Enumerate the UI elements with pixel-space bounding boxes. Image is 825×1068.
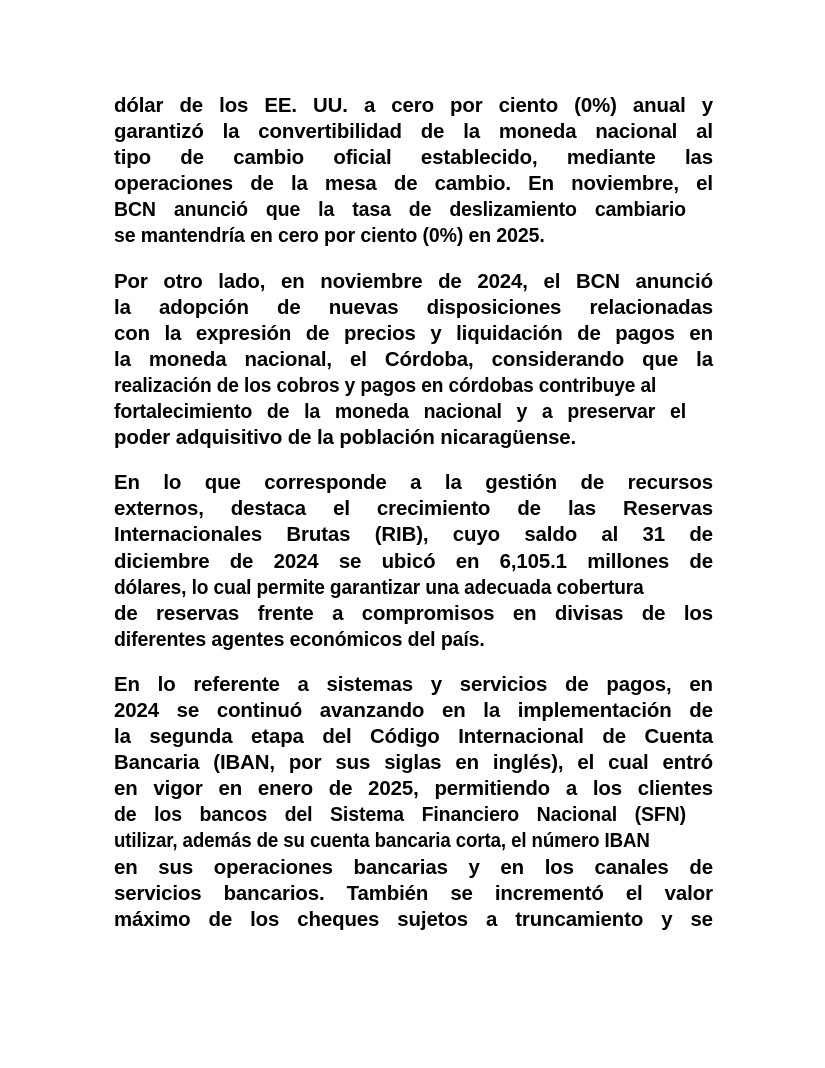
text-line <box>114 197 686 223</box>
text-word: y <box>701 95 713 117</box>
text-word: oficial <box>333 147 392 170</box>
text-word: recursos <box>627 472 713 495</box>
text-word: anual <box>632 95 686 117</box>
text-word: con <box>114 322 150 345</box>
text-word: de <box>208 908 233 931</box>
text-word: clientes <box>637 778 713 801</box>
body-paragraph <box>114 470 713 653</box>
text-word: de <box>689 699 713 722</box>
text-word: BCN <box>114 199 156 222</box>
text-word: mesa <box>324 173 377 196</box>
text-word: Reservas <box>623 498 713 521</box>
text-line <box>114 776 713 802</box>
text-word: de <box>438 270 462 293</box>
text-word: liquidación <box>456 322 563 345</box>
text-word: sistemas <box>326 673 413 696</box>
text-word: operaciones <box>114 173 234 196</box>
text-line <box>114 522 713 548</box>
text-word: por <box>450 95 483 117</box>
text-word: cheques <box>297 908 380 931</box>
text-word: los <box>250 908 280 931</box>
text-word: compromisos <box>361 602 495 625</box>
text-word: (RIB), <box>374 524 429 547</box>
text-word: el <box>543 270 561 293</box>
text-word: otro <box>163 270 203 293</box>
text-word: tasa <box>352 199 391 222</box>
text-line <box>114 698 713 724</box>
body-paragraph <box>114 269 713 452</box>
text-word: canales <box>594 856 669 879</box>
text-word: destaca <box>230 498 307 521</box>
text-word: de <box>565 673 589 696</box>
text-word: a <box>363 95 376 117</box>
text-word: avanzando <box>319 699 425 722</box>
text-word: tipo <box>114 147 151 170</box>
text-word: operaciones <box>213 856 333 879</box>
text-word: inglés), <box>492 752 564 775</box>
text-word: 2025, <box>368 778 419 801</box>
text-line <box>114 724 713 750</box>
text-word: Financiero <box>421 804 520 827</box>
text-word: etapa <box>251 726 304 749</box>
text-word: frente <box>257 602 314 625</box>
text-word: entró <box>662 752 713 775</box>
text-line <box>114 549 713 575</box>
text-word: del <box>284 804 313 827</box>
text-word: Brutas <box>286 524 351 547</box>
text-word: máximo <box>114 908 191 931</box>
text-word: bancos <box>199 804 268 827</box>
text-word: y <box>430 673 442 696</box>
text-line <box>114 119 713 145</box>
text-word: (SFN) <box>634 804 687 827</box>
text-line: se mantendría en cero por ciento (0%) en 2025. <box>114 225 545 248</box>
text-word: la <box>114 348 131 371</box>
text-word: la <box>164 322 182 345</box>
text-word: Córdoba, <box>384 348 474 371</box>
text-word: dólar <box>114 95 164 117</box>
text-word: la <box>290 173 308 196</box>
text-word: (IBAN, <box>213 752 275 775</box>
text-word: segunda <box>149 726 233 749</box>
text-word: anunció <box>173 199 248 222</box>
text-word: deslizamiento <box>449 199 577 222</box>
text-line <box>114 295 713 321</box>
text-line <box>114 321 713 347</box>
text-word: en <box>114 778 138 801</box>
text-word: En <box>528 173 554 196</box>
text-word: de <box>328 778 353 801</box>
text-word: En <box>114 673 140 696</box>
text-word: de <box>689 550 713 573</box>
text-word: disposiciones <box>426 296 562 319</box>
text-word: moneda <box>148 348 227 371</box>
text-word: precios <box>343 322 416 345</box>
text-word: de <box>689 856 713 879</box>
text-word: Bancaria <box>114 752 200 775</box>
text-line <box>114 750 713 776</box>
text-word: truncamiento <box>515 908 644 931</box>
text-line: utilizar, además de su cuenta bancaria corta, el número IBAN <box>114 830 650 853</box>
text-word: expresión <box>195 322 292 345</box>
text-line: realización de los cobros y pagos en córdobas contribuye al <box>114 374 657 397</box>
text-word: lo <box>163 472 182 495</box>
text-word: de <box>266 401 290 424</box>
text-word: pagos, <box>606 673 672 696</box>
text-word: en <box>280 270 305 293</box>
text-line <box>114 907 713 933</box>
text-word: diciembre <box>114 550 210 573</box>
text-word: cambio <box>233 147 305 170</box>
text-word: corresponde <box>264 472 387 495</box>
text-word: la <box>444 472 462 495</box>
body-text-column <box>114 93 713 933</box>
text-word: de <box>114 602 138 625</box>
text-word: lado, <box>218 270 266 293</box>
text-word: en <box>512 602 537 625</box>
body-paragraph <box>114 93 713 250</box>
text-word: en <box>455 550 480 573</box>
text-word: de <box>305 322 330 345</box>
text-line <box>114 470 713 496</box>
text-word: externos, <box>114 498 204 521</box>
text-word: el <box>669 401 687 424</box>
text-word: También <box>346 882 429 905</box>
text-word: noviembre <box>320 270 423 293</box>
text-word: las <box>567 498 596 521</box>
text-word: divisas <box>554 602 624 625</box>
text-word: la <box>483 699 501 722</box>
text-word: de <box>393 173 418 196</box>
text-word: saldo <box>524 524 578 547</box>
text-line <box>114 855 713 881</box>
text-word: se <box>690 908 713 931</box>
text-word: de <box>580 472 605 495</box>
text-word: los <box>219 95 249 117</box>
text-word: servicios <box>114 882 202 905</box>
text-word: nacional <box>595 121 678 144</box>
text-word: valor <box>664 882 713 905</box>
text-word: (0%) <box>574 95 617 117</box>
text-word: de <box>517 498 541 521</box>
text-word: noviembre, <box>571 173 679 196</box>
text-line <box>114 496 713 522</box>
text-word: bancarias <box>353 856 448 879</box>
text-word: adopción <box>158 296 249 319</box>
text-line: diferentes agentes económicos del país. <box>114 628 485 651</box>
text-word: en <box>689 322 713 345</box>
text-word: de <box>602 726 626 749</box>
text-word: los <box>544 856 574 879</box>
text-word: considerando <box>491 348 625 371</box>
text-word: a <box>541 401 553 424</box>
text-word: En <box>114 472 140 495</box>
text-word: gestión <box>485 472 558 495</box>
text-word: en <box>500 856 525 879</box>
text-word: fortalecimiento <box>114 401 253 424</box>
text-word: cual <box>608 752 649 775</box>
text-word: cambiario <box>594 199 686 222</box>
text-word: del <box>322 726 352 749</box>
text-word: y <box>661 908 673 931</box>
text-word: 2024 <box>273 550 319 573</box>
text-word: garantizó <box>114 121 204 144</box>
text-word: el <box>577 752 595 775</box>
text-word: y <box>468 856 480 879</box>
text-word: de <box>250 173 274 196</box>
text-word: de <box>229 550 254 573</box>
text-line <box>114 347 713 373</box>
text-word: moneda <box>498 121 577 144</box>
text-word: en <box>441 699 466 722</box>
text-word: de <box>276 296 301 319</box>
text-word: bancarios. <box>223 882 325 905</box>
text-line <box>114 171 713 197</box>
text-word: la <box>304 401 321 424</box>
text-word: nuevas <box>328 296 399 319</box>
text-word: a <box>410 472 422 495</box>
text-word: EE. <box>264 95 297 117</box>
text-word: en <box>455 752 479 775</box>
text-word: de <box>689 524 713 547</box>
text-word: el <box>696 173 713 196</box>
text-word: enero <box>257 778 313 801</box>
text-word: la <box>114 296 131 319</box>
text-word: los <box>683 602 713 625</box>
text-word: la <box>463 121 480 144</box>
text-word: el <box>333 498 350 521</box>
text-word: cuyo <box>452 524 500 547</box>
text-word: vigor <box>153 778 203 801</box>
text-word: sus <box>158 856 194 879</box>
text-word: 2024 <box>114 699 159 722</box>
text-word: referente <box>193 673 280 696</box>
text-word: el <box>350 348 367 371</box>
text-word: sujetos <box>397 908 468 931</box>
text-word: implementación <box>517 699 672 722</box>
text-word: servicios <box>459 673 548 696</box>
text-word: relacionadas <box>589 296 713 319</box>
text-line: dólares, lo cual permite garantizar una adecuada cobertura <box>114 576 644 599</box>
text-word: ubicó <box>381 550 436 573</box>
text-word: en <box>218 778 243 801</box>
text-word: de <box>420 121 445 144</box>
text-word: millones <box>587 550 670 573</box>
text-word: al <box>601 524 619 547</box>
text-word: 2024, <box>477 270 528 293</box>
text-line <box>114 399 686 425</box>
text-word: preservar <box>567 401 656 424</box>
text-word: ciento <box>498 95 559 117</box>
text-word: incrementó <box>494 882 604 905</box>
text-word: continuó <box>216 699 303 722</box>
text-word: la <box>696 348 713 371</box>
text-word: Cuenta <box>644 726 713 749</box>
text-word: nacional <box>423 401 502 424</box>
text-word: por <box>288 752 322 775</box>
text-word: nacional, <box>244 348 332 371</box>
text-word: se <box>338 550 362 573</box>
text-line: poder adquisitivo de la población nicaragüense. <box>114 427 577 450</box>
text-word: se <box>450 882 473 905</box>
text-word: sus <box>335 752 371 775</box>
text-word: que <box>204 472 241 495</box>
text-word: 6,105.1 <box>499 550 567 573</box>
text-word: en <box>114 856 138 879</box>
body-paragraph <box>114 672 713 933</box>
text-word: Internacional <box>458 726 584 749</box>
text-line <box>114 269 713 295</box>
text-word: BCN <box>575 270 620 293</box>
text-line <box>114 145 713 171</box>
text-word: las <box>684 147 713 170</box>
text-word: de <box>408 199 432 222</box>
text-line <box>114 672 713 698</box>
text-word: Código <box>370 726 440 749</box>
text-word: cambio. <box>434 173 511 196</box>
text-word: los <box>592 778 623 801</box>
text-word: y <box>516 401 528 424</box>
text-word: a <box>565 778 578 801</box>
text-word: la <box>114 726 131 749</box>
text-word: la <box>318 199 335 222</box>
text-word: que <box>265 199 301 222</box>
text-word: a <box>297 673 309 696</box>
text-word: de <box>577 322 601 345</box>
text-word: Internacionales <box>114 524 263 547</box>
text-word: que <box>642 348 679 371</box>
text-word: pagos <box>615 322 675 345</box>
text-word: y <box>430 322 442 345</box>
text-word: de <box>114 804 137 827</box>
text-word: se <box>176 699 200 722</box>
text-word: establecido, <box>420 147 538 170</box>
text-word: moneda <box>334 401 409 424</box>
text-line <box>114 93 713 119</box>
text-word: el <box>625 882 643 905</box>
text-word: anunció <box>635 270 713 293</box>
text-word: en <box>689 673 713 696</box>
text-word: 31 <box>642 524 665 547</box>
text-word: la <box>222 121 240 144</box>
text-word: de <box>179 95 204 117</box>
text-word: Sistema <box>330 804 405 827</box>
text-word: los <box>154 804 182 827</box>
text-line <box>114 881 713 907</box>
text-word: crecimiento <box>376 498 491 521</box>
text-word: UU. <box>313 95 348 117</box>
text-word: Por <box>114 270 148 293</box>
text-word: al <box>696 121 713 144</box>
text-word: cero <box>391 95 434 117</box>
text-word: convertibilidad <box>258 121 402 144</box>
text-word: siglas <box>384 752 442 775</box>
text-word: mediante <box>566 147 656 170</box>
text-word: lo <box>157 673 176 696</box>
text-line <box>114 802 686 828</box>
text-word: a <box>332 602 344 625</box>
text-line <box>114 601 713 627</box>
text-word: Nacional <box>536 804 618 827</box>
text-word: permitiendo <box>434 778 551 801</box>
text-word: reservas <box>156 602 240 625</box>
text-word: de <box>180 147 204 170</box>
text-word: de <box>641 602 666 625</box>
text-word: a <box>485 908 498 931</box>
